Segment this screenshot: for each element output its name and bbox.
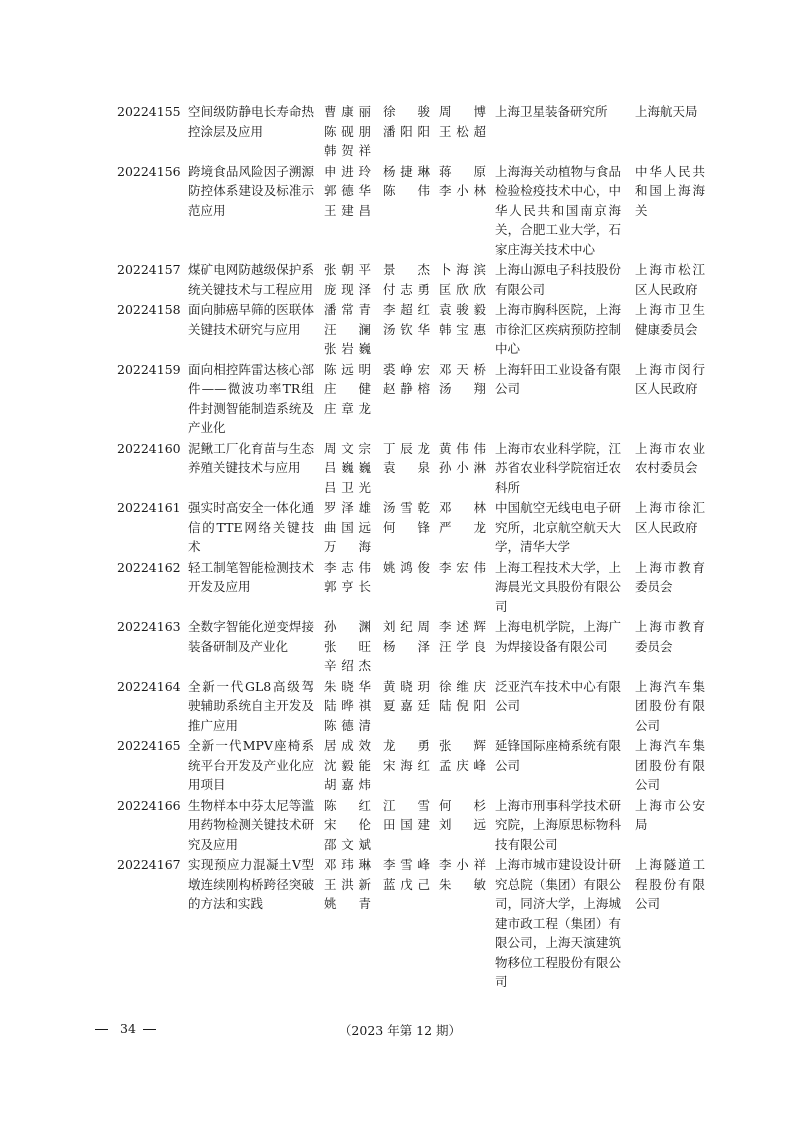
contributors-column	[439, 677, 486, 716]
completing-units: 上海轩田工业设备有限公司	[495, 361, 621, 396]
contributor-name: 匡欣欣	[439, 281, 486, 297]
contributor-name: 万海	[324, 539, 371, 554]
contributors-column	[383, 617, 430, 656]
contributor-name: 邓玮琳	[324, 857, 371, 872]
contributors-column	[383, 439, 430, 478]
project-title: 空间级防静电长寿命热控涂层及应用	[188, 104, 314, 139]
contributors-column	[383, 260, 430, 299]
contributor-name: 李超红	[383, 302, 430, 317]
contributor-name: 庄章龙	[324, 400, 371, 416]
contributor-name: 何杉	[439, 797, 486, 813]
contributor-name: 宋海红	[383, 757, 430, 773]
recommending-unit: 上海市教育委员会	[635, 619, 705, 654]
contributors-column	[383, 360, 430, 399]
table-row	[0, 617, 793, 677]
completing-units: 上海电机学院，上海广为焊接设备有限公司	[495, 619, 621, 654]
contributors-column	[383, 796, 430, 835]
contributors-column	[324, 498, 371, 557]
award-list	[0, 102, 793, 993]
contributor-name: 王洪新	[324, 876, 371, 892]
contributors-column	[324, 796, 371, 855]
footer-dash-right	[143, 1029, 156, 1030]
completing-units: 上海市农业科学院，江苏省农业科学院宿迁农科所	[495, 440, 621, 495]
contributors-column	[383, 677, 430, 716]
table-row	[0, 736, 793, 796]
contributor-name: 陈德清	[324, 717, 371, 733]
completing-units: 上海海关动植物与食品检验检疫技术中心，中华人民共和国南京海关，合肥工业大学，石家庄海关技术中心	[495, 163, 621, 257]
contributor-name: 庞现泽	[324, 281, 371, 297]
contributor-name: 刘纪周	[383, 619, 430, 634]
contributor-name: 袁骏毅	[439, 302, 486, 317]
contributor-name: 沈毅能	[324, 757, 371, 773]
contributor-name: 杨捷琳	[383, 163, 430, 179]
contributor-name: 曹康丽	[324, 104, 371, 119]
contributor-name: 丁辰龙	[383, 440, 430, 456]
recommending-unit: 上海市闵行区人民政府	[635, 361, 705, 396]
recommending-unit: 上海市公安局	[635, 797, 705, 832]
table-row	[0, 855, 793, 993]
contributors-column	[324, 162, 371, 221]
contributor-name: 汤翔	[439, 381, 486, 396]
contributors-column	[439, 498, 486, 537]
recommending-unit: 上海市教育委员会	[635, 559, 705, 594]
project-title: 生物样本中芬太尼等滥用药物检测关键技术研究及应用	[188, 797, 314, 852]
contributor-name: 陈砚朋	[324, 123, 371, 139]
contributor-name: 徐骏	[383, 104, 430, 119]
contributors-column	[439, 260, 486, 299]
project-title: 泥鳅工厂化育苗与生态养殖关键技术与应用	[188, 440, 314, 475]
contributor-name: 付志勇	[383, 281, 430, 297]
contributor-name: 刘远	[439, 817, 486, 832]
contributors-column	[324, 617, 371, 676]
contributor-name: 陈伟	[383, 183, 430, 198]
contributor-name: 江雪	[383, 797, 430, 813]
project-id: 20224160	[117, 440, 181, 456]
recommending-unit: 上海市农业农村委员会	[635, 440, 705, 475]
project-title: 全新一代GL8高级驾驶辅助系统自主开发及推广应用	[188, 678, 314, 733]
project-id: 20224162	[117, 559, 181, 575]
table-row	[0, 439, 793, 499]
project-id: 20224161	[117, 500, 181, 515]
contributors-column	[324, 360, 371, 419]
contributor-name: 朱晓华	[324, 678, 371, 694]
contributor-name: 黄伟伟	[439, 440, 486, 456]
contributor-name: 陈红	[324, 797, 371, 813]
contributor-name: 罗泽雄	[324, 500, 371, 515]
contributors-column	[383, 558, 430, 578]
table-row	[0, 558, 793, 618]
contributor-name: 李小林	[439, 183, 486, 198]
page-footer	[0, 1020, 793, 1040]
contributors-column	[324, 677, 371, 736]
completing-units: 上海工程技术大学，上海晨光文具股份有限公司	[495, 559, 621, 614]
contributors-column	[324, 102, 371, 161]
contributors-column	[324, 736, 371, 795]
project-id: 20224164	[117, 678, 181, 694]
contributor-name: 赵静榕	[383, 381, 430, 396]
contributors-column	[383, 300, 430, 339]
contributor-name: 陆倪阳	[439, 698, 486, 713]
recommending-unit: 上海市松江区人民政府	[635, 262, 705, 297]
contributor-name: 孟庆峰	[439, 757, 486, 773]
recommending-unit: 上海汽车集团股份有限公司	[635, 678, 705, 733]
footer-dash-left	[95, 1029, 108, 1030]
completing-units: 上海市城市建设设计研究总院（集团）有限公司，同济大学，上海城建市政工程（集团）有限公司，上海天演建筑物移位工程股份有限公司	[495, 857, 621, 989]
contributor-name: 汪学良	[439, 638, 486, 654]
contributors-column	[383, 162, 430, 201]
contributors-column	[383, 102, 430, 141]
table-row	[0, 498, 793, 558]
contributor-name: 辛绍杰	[324, 658, 371, 673]
table-row	[0, 162, 793, 261]
contributor-name: 曲国远	[324, 519, 371, 535]
project-id: 20224157	[117, 262, 181, 277]
project-title: 面向肺癌早筛的医联体关键技术研究与应用	[188, 302, 314, 337]
contributor-name: 张辉	[439, 738, 486, 753]
project-id: 20224155	[117, 104, 181, 119]
project-title: 实现预应力混凝土V型墩连续刚构桥跨径突破的方法和实践	[188, 857, 314, 911]
project-id: 20224163	[117, 619, 181, 634]
project-title: 面向相控阵雷达核心部件——微波功率TR组件封测智能制造系统及产业化	[188, 361, 314, 435]
table-row	[0, 300, 793, 360]
contributors-column	[324, 855, 371, 914]
contributor-name: 庄健	[324, 381, 371, 396]
contributor-name: 王松超	[439, 123, 486, 139]
contributor-name: 宋伦	[324, 817, 371, 832]
contributors-column	[439, 736, 486, 775]
contributor-name: 汤钦华	[383, 321, 430, 337]
contributor-name: 张旺	[324, 638, 371, 654]
contributor-name: 田国建	[383, 817, 430, 832]
contributors-column	[439, 558, 486, 578]
contributor-name: 孙渊	[324, 619, 371, 634]
contributor-name: 李述辉	[439, 619, 486, 634]
completing-units: 中国航空无线电电子研究所，北京航空航天大学，清华大学	[495, 500, 621, 554]
contributor-name: 杨泽	[383, 638, 430, 654]
contributor-name: 李志伟	[324, 559, 371, 575]
table-row	[0, 677, 793, 737]
contributor-name: 王建昌	[324, 202, 371, 218]
completing-units: 上海卫星装备研究所	[495, 104, 608, 119]
project-id: 20224159	[117, 361, 181, 377]
page-number: 34	[120, 1021, 136, 1036]
project-id: 20224158	[117, 302, 181, 317]
project-title: 煤矿电网防越级保护系统关键技术与工程应用	[188, 262, 314, 297]
contributor-name: 周文宗	[324, 440, 371, 456]
contributor-name: 姚鸿俊	[383, 559, 430, 575]
recommending-unit: 上海汽车集团股份有限公司	[635, 738, 705, 792]
contributors-column	[383, 855, 430, 894]
project-id: 20224166	[117, 797, 181, 813]
project-id: 20224156	[117, 163, 181, 179]
contributors-column	[383, 736, 430, 775]
contributor-name: 张岩巍	[324, 341, 371, 356]
contributor-name: 潘常青	[324, 302, 371, 317]
contributor-name: 姚青	[324, 896, 371, 911]
contributor-name: 陆晔祺	[324, 698, 371, 713]
project-id: 20224167	[117, 857, 181, 872]
contributor-name: 严龙	[439, 519, 486, 535]
completing-units: 上海山源电子科技股份有限公司	[495, 262, 621, 297]
contributor-name: 邵文斌	[324, 836, 371, 852]
contributor-name: 郭德华	[324, 183, 371, 198]
contributor-name: 卜海滨	[439, 262, 486, 277]
recommending-unit: 上海隧道工程股份有限公司	[635, 857, 705, 911]
table-row	[0, 102, 793, 162]
contributor-name: 居成效	[324, 738, 371, 753]
completing-units: 泛亚汽车技术中心有限公司	[495, 678, 621, 713]
project-title: 全数字智能化逆变焊接装备研制及产业化	[188, 619, 314, 654]
contributor-name: 朱敏	[439, 876, 486, 892]
contributors-column	[439, 617, 486, 656]
contributor-name: 徐维庆	[439, 678, 486, 694]
contributor-name: 孙小淋	[439, 460, 486, 475]
table-row	[0, 796, 793, 856]
contributors-column	[383, 498, 430, 537]
contributor-name: 潘阳阳	[383, 123, 430, 139]
contributor-name: 李宏伟	[439, 559, 486, 575]
contributor-name: 汪澜	[324, 321, 371, 337]
contributor-name: 韩宝惠	[439, 321, 486, 337]
contributor-name: 夏嘉廷	[383, 698, 430, 713]
contributor-name: 吕巍巍	[324, 460, 371, 475]
recommending-unit: 上海市卫生健康委员会	[635, 302, 705, 337]
contributor-name: 黄晓玥	[383, 678, 430, 694]
contributors-column	[439, 439, 486, 478]
contributor-name: 张朝平	[324, 262, 371, 277]
contributor-name: 李雪峰	[383, 857, 430, 872]
contributor-name: 陈远明	[324, 361, 371, 377]
completing-units: 延锋国际座椅系统有限公司	[495, 738, 621, 773]
contributors-column	[439, 162, 486, 201]
contributors-column	[439, 855, 486, 894]
project-title: 轻工制笔智能检测技术开发及应用	[188, 559, 314, 594]
contributor-name: 申进玲	[324, 163, 371, 179]
contributors-column	[439, 360, 486, 399]
project-title: 强实时高安全一体化通信的TTE网络关键技术	[188, 500, 314, 554]
contributor-name: 汤雪乾	[383, 500, 430, 515]
recommending-unit: 中华人民共和国上海海关	[635, 163, 705, 218]
contributor-name: 邓林	[439, 500, 486, 515]
recommending-unit: 上海市徐汇区人民政府	[635, 500, 705, 535]
contributor-name: 袁泉	[383, 460, 430, 475]
contributor-name: 裘峥宏	[383, 361, 430, 377]
contributor-name: 龙勇	[383, 738, 430, 753]
contributors-column	[324, 260, 371, 299]
contributor-name: 胡嘉炜	[324, 777, 371, 792]
recommending-unit: 上海航天局	[635, 104, 698, 119]
contributor-name: 吕卫光	[324, 479, 371, 495]
contributor-name: 蒋原	[439, 163, 486, 179]
contributors-column	[439, 796, 486, 835]
contributor-name: 邓天桥	[439, 361, 486, 377]
completing-units: 上海市刑事科学技术研究院，上海原思标物科技有限公司	[495, 797, 621, 852]
contributor-name: 景杰	[383, 262, 430, 277]
project-id: 20224165	[117, 738, 181, 753]
contributor-name: 韩贺祥	[324, 143, 371, 158]
completing-units: 上海市胸科医院，上海市徐汇区疾病预防控制中心	[495, 302, 621, 356]
table-row	[0, 360, 793, 439]
contributors-column	[324, 558, 371, 597]
issue-label: （2023 年第 12 期）	[338, 1023, 462, 1038]
project-title: 全新一代MPV座椅系统平台开发及产业化应用项目	[188, 738, 314, 792]
contributors-column	[439, 300, 486, 339]
contributor-name: 蓝戊己	[383, 876, 430, 892]
contributors-column	[324, 300, 371, 359]
contributor-name: 郭亨长	[324, 579, 371, 594]
contributor-name: 何锋	[383, 519, 430, 535]
contributor-name: 周博	[439, 104, 486, 119]
contributors-column	[324, 439, 371, 498]
table-row	[0, 260, 793, 300]
contributors-column	[439, 102, 486, 141]
contributor-name: 李小祥	[439, 857, 486, 872]
project-title: 跨境食品风险因子溯源防控体系建设及标准示范应用	[188, 163, 314, 218]
